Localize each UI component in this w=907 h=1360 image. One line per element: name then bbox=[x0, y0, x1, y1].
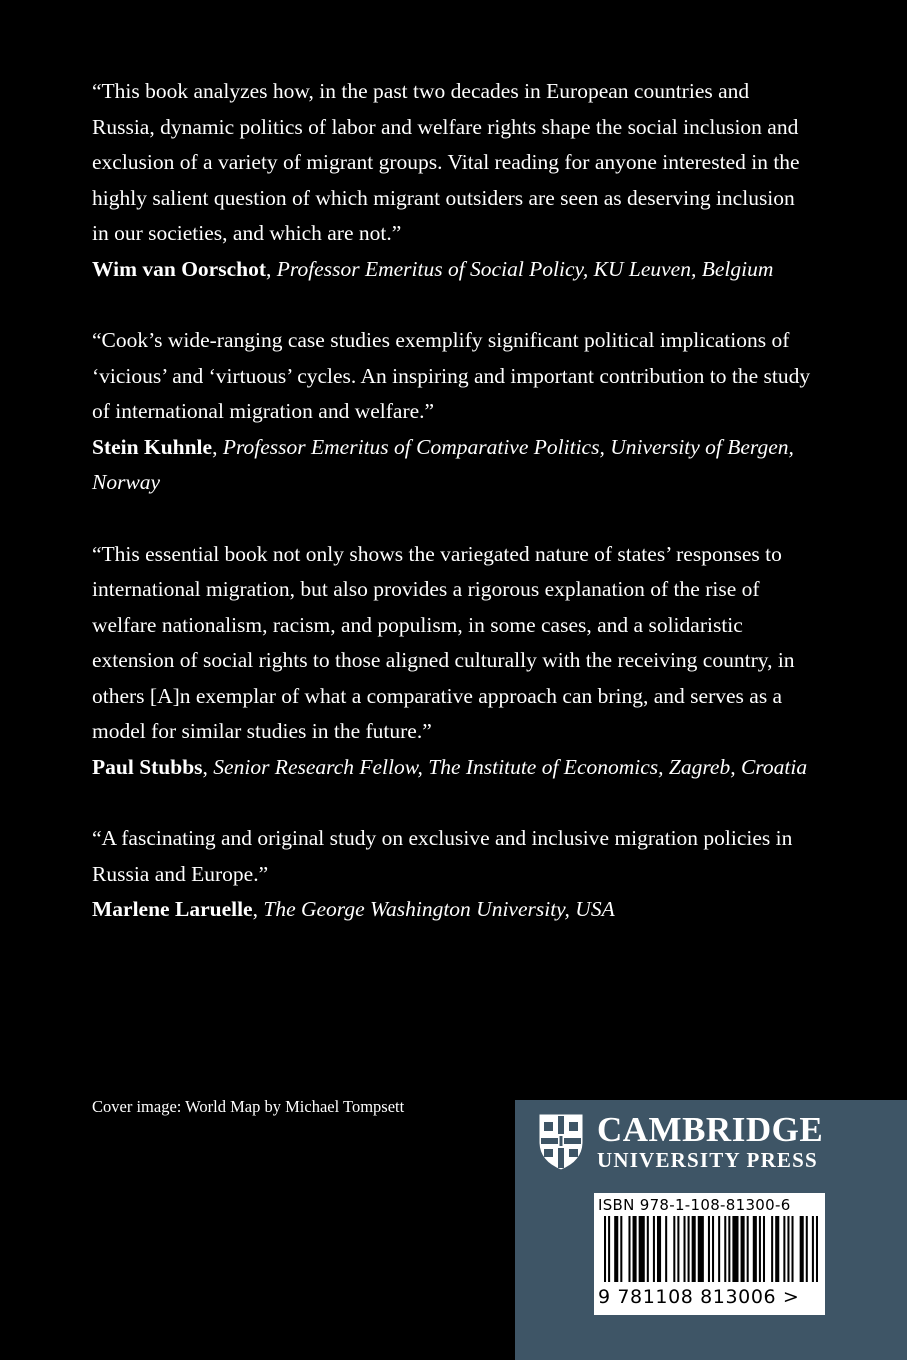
endorser-role: Professor Emeritus of Social Policy, KU Leuven, Belgium bbox=[276, 256, 774, 281]
endorsement-4 bbox=[92, 821, 812, 928]
cover-image-credit: Cover image: World Map by Michael Tompsett bbox=[92, 1097, 405, 1116]
barcode-bar bbox=[692, 1216, 696, 1282]
barcode-bar bbox=[787, 1216, 789, 1282]
barcode-bar bbox=[653, 1216, 655, 1282]
endorsement-attribution bbox=[92, 750, 812, 786]
barcode-bar bbox=[747, 1216, 749, 1282]
barcode-bar bbox=[792, 1216, 794, 1282]
barcode-bar bbox=[614, 1216, 618, 1282]
endorsement-quote: “Cook’s wide-ranging case studies exemplify significant political implications of ‘vicious’ and ‘virtuous’ cycles. An inspiring and important contribution to the study of international migration and welfare.” bbox=[92, 328, 811, 423]
publisher-name-line2: UNIVERSITY PRESS bbox=[597, 1148, 818, 1172]
endorser-name: Stein Kuhnle bbox=[92, 434, 213, 459]
endorsement-quote: “This essential book not only shows the variegated nature of states’ responses to international migration, but also provides a rigorous explanation of the rise of welfare nationalism, racism, and populism, in some cases, and a solidaristic extension of social rights to those aligned culturally with the receiving country, in others [A]n exemplar of what a comparative approach can bring, and serves as a model for similar studies in the future.” bbox=[92, 541, 795, 743]
endorser-name: Paul Stubbs bbox=[92, 754, 203, 779]
endorsement-attribution bbox=[92, 892, 812, 928]
endorser-role: Senior Research Fellow, The Institute of Economics, Zagreb, Croatia bbox=[213, 754, 808, 779]
endorsement-quote: “A fascinating and original study on exclusive and inclusive migration policies in Russia and Europe.” bbox=[92, 826, 793, 886]
barcode-bar bbox=[718, 1216, 720, 1282]
barcode-bar bbox=[775, 1216, 779, 1282]
endorsement-1 bbox=[92, 74, 812, 287]
endorsements-section bbox=[92, 74, 812, 964]
endorser-name: Marlene Laruelle bbox=[92, 897, 253, 921]
barcode-bar bbox=[688, 1216, 690, 1282]
publisher-logo bbox=[537, 1112, 823, 1172]
barcode-bar bbox=[639, 1216, 645, 1282]
cambridge-crest-icon bbox=[537, 1112, 585, 1172]
isbn-barcode bbox=[594, 1193, 825, 1315]
endorser-role: Professor Emeritus of Comparative Politics, University of Bergen, Norway bbox=[92, 434, 794, 494]
attribution-separator: , bbox=[266, 256, 277, 281]
barcode-bar bbox=[724, 1216, 726, 1282]
endorsement-attribution bbox=[92, 252, 812, 288]
barcode-bar bbox=[800, 1216, 804, 1282]
endorsement-2 bbox=[92, 323, 812, 501]
barcode-bar bbox=[732, 1216, 738, 1282]
barcode-bar bbox=[633, 1216, 637, 1282]
publisher-panel bbox=[515, 1100, 907, 1360]
barcode-bar bbox=[665, 1216, 667, 1282]
publisher-name-line1: CAMBRIDGE bbox=[597, 1110, 824, 1149]
barcode-bar bbox=[741, 1216, 745, 1282]
endorsement-attribution bbox=[92, 430, 812, 501]
barcode-bar bbox=[812, 1216, 814, 1282]
attribution-separator: , bbox=[252, 897, 264, 921]
barcode-bar bbox=[708, 1216, 710, 1282]
barcode-bar bbox=[673, 1216, 675, 1282]
endorsement-3 bbox=[92, 537, 812, 786]
barcode-bar bbox=[728, 1216, 730, 1282]
barcode-bars bbox=[604, 1216, 818, 1282]
barcode-bar bbox=[608, 1216, 610, 1282]
isbn-label: ISBN 978-1-108-81300-6 bbox=[598, 1196, 791, 1214]
endorser-role: The George Washington University, USA bbox=[263, 897, 615, 921]
publisher-name bbox=[597, 1112, 823, 1172]
barcode-bar bbox=[698, 1216, 704, 1282]
barcode-bar bbox=[712, 1216, 714, 1282]
barcode-bar bbox=[657, 1216, 661, 1282]
barcode-bar bbox=[677, 1216, 679, 1282]
attribution-separator: , bbox=[212, 434, 223, 459]
barcode-digits: 9 781108 813006 > bbox=[598, 1286, 800, 1308]
barcode-bar bbox=[753, 1216, 757, 1282]
barcode-bar bbox=[683, 1216, 685, 1282]
barcode-bar bbox=[620, 1216, 622, 1282]
barcode-bar bbox=[647, 1216, 649, 1282]
barcode-bar bbox=[771, 1216, 773, 1282]
barcode-bar bbox=[763, 1216, 765, 1282]
barcode-bar bbox=[806, 1216, 808, 1282]
attribution-separator: , bbox=[202, 754, 214, 779]
barcode-bar bbox=[759, 1216, 761, 1282]
barcode-bar bbox=[783, 1216, 785, 1282]
barcode-bar bbox=[604, 1216, 606, 1282]
barcode-bar bbox=[628, 1216, 630, 1282]
barcode-bar bbox=[816, 1216, 818, 1282]
endorsement-quote: “This book analyzes how, in the past two decades in European countries and Russia, dynamic politics of labor and welfare rights shape the social inclusion and exclusion of a variety of migrant groups. Vital reading for anyone interested in the highly salient question of which migrant outsiders are seen as deserving inclusion in our societies, and which are not.” bbox=[92, 79, 800, 245]
endorser-name: Wim van Oorschot bbox=[92, 256, 266, 281]
